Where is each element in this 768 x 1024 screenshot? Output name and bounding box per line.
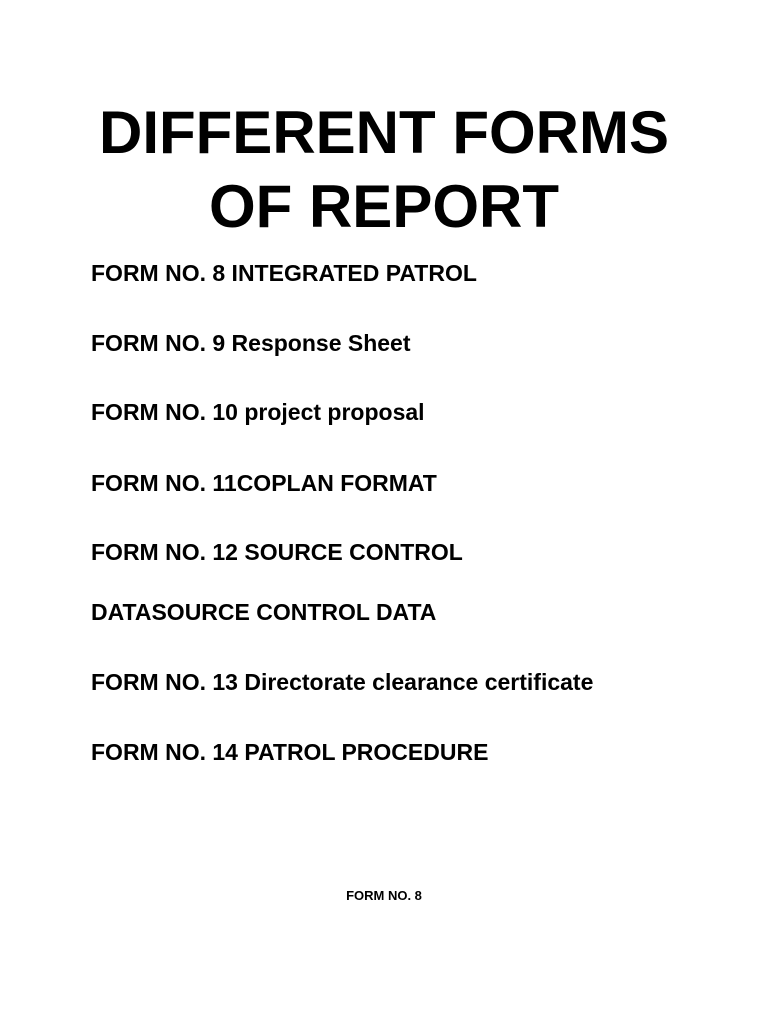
page-title-line-2: OF REPORT [208, 173, 559, 240]
form-list-item: FORM NO. 8 INTEGRATED PATROL [91, 260, 477, 286]
page-title-line-1: DIFFERENT FORMS [99, 99, 669, 166]
page-title [0, 96, 768, 244]
form-list-item: FORM NO. 10 project proposal [91, 399, 425, 425]
form-list-item: FORM NO. 11COPLAN FORMAT [91, 470, 437, 496]
form-list-item: FORM NO. 9 Response Sheet [91, 330, 411, 356]
form-list-item: FORM NO. 13 Directorate clearance certificate [91, 669, 594, 695]
form-list-item: DATASOURCE CONTROL DATA [91, 599, 437, 625]
form-list-item: FORM NO. 14 PATROL PROCEDURE [91, 739, 489, 765]
form-list-item: FORM NO. 12 SOURCE CONTROL [91, 539, 463, 565]
page-footer-label: FORM NO. 8 [346, 888, 422, 903]
